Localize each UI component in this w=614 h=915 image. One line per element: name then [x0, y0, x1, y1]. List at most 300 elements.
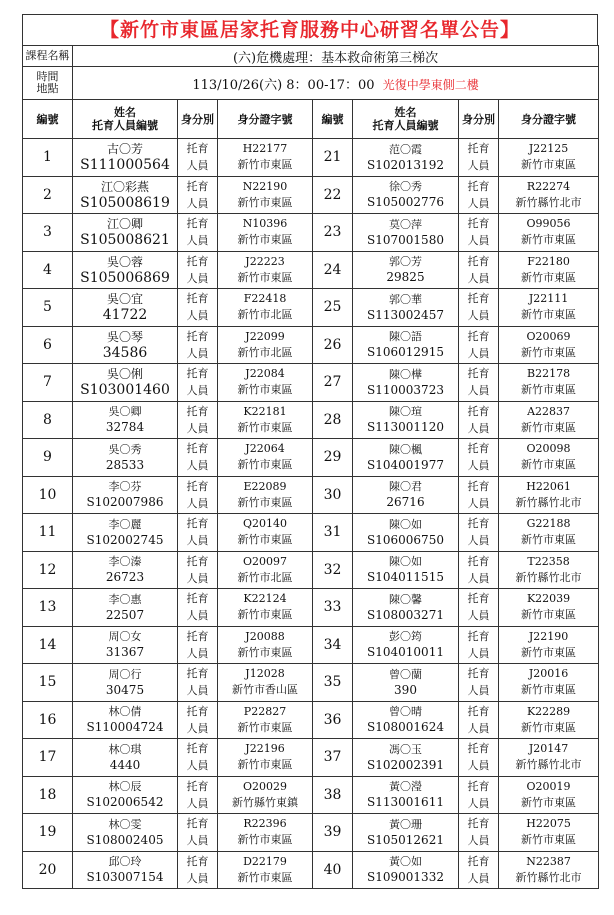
identity-line2: 人員	[186, 571, 209, 585]
idcard-area: 新竹市東區	[237, 270, 293, 284]
idcard-area: 新竹縣竹北市	[515, 195, 582, 209]
idcard-cell	[218, 364, 313, 402]
table-row	[23, 214, 599, 252]
caregiver-id: S104001977	[367, 457, 444, 472]
idcard-number: J20147	[528, 742, 569, 756]
table-row	[23, 664, 599, 702]
identity-cell	[459, 664, 499, 702]
entry-number: 18	[23, 776, 73, 814]
entry-number: 28	[313, 401, 353, 439]
caregiver-name-cell	[353, 214, 459, 252]
identity-cell	[178, 851, 218, 889]
location-value: 光復中學東側二樓	[382, 77, 479, 92]
caregiver-id: S108002405	[86, 832, 164, 847]
identity-line1: 托育	[467, 442, 490, 456]
caregiver-name-cell	[73, 251, 178, 289]
table-row	[23, 814, 599, 852]
idcard-area: 新竹市東區	[237, 870, 293, 884]
caregiver-id: 29825	[386, 270, 425, 285]
caregiver-id: S105006869	[80, 269, 170, 286]
table-row	[23, 176, 599, 214]
caregiver-id: 32784	[105, 420, 145, 435]
idcard-number: J22064	[245, 442, 285, 456]
caregiver-name-cell	[353, 251, 459, 289]
identity-cell	[459, 739, 499, 777]
caregiver-id: S103007154	[86, 870, 164, 885]
place-label: 地點	[36, 82, 59, 95]
caregiver-name-cell	[353, 664, 459, 702]
caregiver-id: 26716	[386, 495, 425, 510]
caregiver-name-cell	[73, 289, 178, 327]
idcard-area: 新竹市東區	[521, 720, 577, 734]
caregiver-name: 馮〇玉	[389, 742, 422, 756]
idcard-number: D22179	[243, 854, 287, 868]
table-row	[23, 439, 599, 477]
identity-line2: 人員	[467, 721, 490, 735]
identity-line1: 托育	[467, 142, 490, 156]
table-row	[23, 401, 599, 439]
identity-cell	[459, 251, 499, 289]
idcard-cell	[499, 551, 599, 589]
idcard-cell	[499, 176, 599, 214]
caregiver-name: 陳〇樺	[389, 367, 422, 381]
identity-cell	[459, 814, 499, 852]
identity-cell	[178, 364, 218, 402]
caregiver-id: S108001624	[367, 720, 444, 735]
entry-number: 39	[313, 814, 353, 852]
identity-line2: 人員	[186, 384, 209, 398]
idcard-area: 新竹市東區	[521, 833, 577, 847]
table-row	[23, 551, 599, 589]
entry-number: 33	[313, 589, 353, 627]
caregiver-name: 林〇倩	[108, 705, 142, 719]
idcard-cell	[499, 814, 599, 852]
identity-line1: 托育	[467, 592, 490, 606]
caregiver-id: S102002391	[367, 757, 444, 772]
idcard-number: A22837	[527, 404, 571, 418]
identity-line1: 托育	[186, 254, 209, 268]
idcard-cell	[499, 589, 599, 627]
identity-line1: 托育	[467, 217, 490, 231]
idcard-number: H22061	[526, 479, 571, 493]
table-row	[23, 139, 599, 177]
idcard-number: J22099	[245, 329, 285, 343]
idcard-area: 新竹市東區	[521, 308, 577, 322]
idcard-number: J22084	[245, 367, 285, 381]
caregiver-id: S102002745	[86, 532, 164, 547]
identity-line2: 人員	[186, 796, 209, 810]
identity-line1: 托育	[467, 704, 490, 718]
idcard-number: O20097	[242, 554, 287, 568]
announcement-sheet	[22, 14, 598, 889]
roster-table	[22, 45, 599, 889]
header-no-right: 編號	[313, 100, 353, 139]
idcard-area: 新竹縣竹北市	[515, 870, 582, 884]
idcard-area: 新竹市東區	[237, 758, 293, 772]
identity-line2: 人員	[186, 196, 209, 210]
entry-number: 11	[23, 514, 73, 552]
idcard-cell	[499, 139, 599, 177]
identity-cell	[459, 589, 499, 627]
idcard-number: O99056	[526, 217, 571, 231]
caregiver-name: 江〇彩燕	[100, 179, 149, 194]
identity-cell	[178, 439, 218, 477]
identity-line2: 人員	[467, 609, 490, 623]
table-row	[23, 364, 599, 402]
identity-cell	[459, 214, 499, 252]
caregiver-name: 郭〇芳	[389, 255, 422, 269]
identity-cell	[178, 214, 218, 252]
table-row	[23, 251, 599, 289]
idcard-area: 新竹縣竹北市	[515, 758, 582, 772]
entry-number: 35	[313, 664, 353, 702]
identity-cell	[178, 401, 218, 439]
caregiver-name: 周〇行	[108, 667, 142, 681]
idcard-number: N22190	[242, 179, 288, 193]
caregiver-name: 黃〇瀅	[389, 780, 422, 794]
entry-number: 22	[313, 176, 353, 214]
idcard-cell	[218, 814, 313, 852]
header-no-left: 編號	[23, 100, 73, 139]
idcard-cell	[218, 551, 313, 589]
entry-number: 38	[313, 776, 353, 814]
caregiver-id: S110004724	[86, 720, 164, 735]
idcard-cell	[218, 251, 313, 289]
idcard-number: O20029	[242, 779, 287, 793]
caregiver-id: S113002457	[367, 307, 444, 322]
caregiver-name-cell	[353, 176, 459, 214]
identity-cell	[459, 364, 499, 402]
identity-line2: 人員	[467, 309, 490, 323]
idcard-number: H22177	[242, 142, 288, 156]
identity-cell	[178, 664, 218, 702]
caregiver-name: 曾〇蘭	[389, 667, 422, 681]
identity-line1: 托育	[186, 517, 209, 531]
caregiver-id: 4440	[109, 757, 141, 772]
identity-cell	[178, 701, 218, 739]
time-place-label	[23, 67, 73, 100]
caregiver-name-cell	[73, 139, 178, 177]
identity-line2: 人員	[467, 159, 490, 173]
identity-cell	[178, 289, 218, 327]
idcard-number: E22089	[243, 479, 287, 493]
caregiver-name: 陳〇如	[389, 517, 422, 531]
course-value: (六)危機處理：基本救命術第三梯次	[73, 46, 599, 67]
entry-number: 30	[313, 476, 353, 514]
idcard-cell	[218, 326, 313, 364]
identity-line1: 托育	[186, 817, 209, 831]
idcard-cell	[499, 851, 599, 889]
identity-line2: 人員	[186, 234, 209, 248]
idcard-number: R22396	[243, 817, 287, 831]
table-row	[23, 776, 599, 814]
caregiver-name-cell	[73, 176, 178, 214]
entry-number: 36	[313, 701, 353, 739]
entry-number: 12	[23, 551, 73, 589]
idcard-number: H22075	[526, 817, 571, 831]
idcard-cell	[218, 176, 313, 214]
idcard-number: T22358	[527, 554, 570, 568]
idcard-cell	[218, 776, 313, 814]
caregiver-name-cell	[353, 364, 459, 402]
caregiver-name-cell	[353, 551, 459, 589]
idcard-cell	[218, 476, 313, 514]
identity-line1: 托育	[467, 779, 490, 793]
identity-line1: 托育	[186, 442, 209, 456]
caregiver-name-cell	[73, 739, 178, 777]
caregiver-name-cell	[353, 701, 459, 739]
idcard-area: 新竹市東區	[237, 458, 293, 472]
caregiver-name: 曾〇晴	[389, 705, 422, 719]
identity-cell	[178, 176, 218, 214]
idcard-area: 新竹市東區	[521, 795, 577, 809]
identity-line2: 人員	[467, 796, 490, 810]
identity-line2: 人員	[186, 271, 209, 285]
identity-line2: 人員	[186, 609, 209, 623]
idcard-area: 新竹市東區	[521, 533, 577, 547]
identity-line2: 人員	[186, 346, 209, 360]
table-row	[23, 476, 599, 514]
identity-line1: 托育	[467, 517, 490, 531]
table-row	[23, 514, 599, 552]
caregiver-name: 吳〇琴	[106, 329, 143, 344]
idcard-cell	[218, 851, 313, 889]
entry-number: 14	[23, 626, 73, 664]
identity-line1: 托育	[467, 667, 490, 681]
caregiver-name: 林〇琪	[108, 742, 142, 756]
identity-line2: 人員	[467, 421, 490, 435]
caregiver-name: 陳〇馨	[389, 592, 422, 606]
entry-number: 19	[23, 814, 73, 852]
idcard-area: 新竹市東區	[237, 645, 293, 659]
caregiver-name-cell	[353, 776, 459, 814]
idcard-number: J12028	[245, 667, 285, 681]
entry-number: 4	[23, 251, 73, 289]
entry-number: 32	[313, 551, 353, 589]
caregiver-name-cell	[73, 814, 178, 852]
identity-line1: 托育	[467, 742, 490, 756]
identity-line2: 人員	[467, 384, 490, 398]
header-name-line2: 托育人員編號	[372, 119, 439, 132]
identity-line2: 人員	[467, 271, 490, 285]
idcard-cell	[218, 739, 313, 777]
idcard-area: 新竹市東區	[237, 233, 293, 247]
identity-cell	[459, 176, 499, 214]
caregiver-name: 陳〇瑄	[389, 405, 422, 419]
idcard-number: J20088	[245, 629, 285, 643]
idcard-area: 新竹縣竹北市	[515, 570, 582, 584]
idcard-number: J22223	[245, 254, 285, 268]
caregiver-name-cell	[353, 851, 459, 889]
idcard-area: 新竹市東區	[237, 533, 293, 547]
idcard-cell	[499, 626, 599, 664]
caregiver-name-cell	[73, 551, 178, 589]
identity-cell	[178, 551, 218, 589]
caregiver-name: 黃〇珊	[389, 817, 422, 831]
identity-line1: 托育	[467, 554, 490, 568]
caregiver-id: S102007986	[86, 495, 164, 510]
caregiver-name-cell	[73, 514, 178, 552]
identity-line1: 托育	[186, 329, 209, 343]
caregiver-id: 34586	[102, 344, 148, 361]
caregiver-name-cell	[353, 439, 459, 477]
identity-line1: 托育	[186, 217, 209, 231]
identity-cell	[178, 776, 218, 814]
idcard-cell	[499, 514, 599, 552]
caregiver-name: 彭〇筠	[389, 630, 422, 644]
caregiver-name-cell	[353, 476, 459, 514]
identity-line2: 人員	[186, 646, 209, 660]
idcard-area: 新竹市東區	[521, 420, 577, 434]
identity-line2: 人員	[186, 534, 209, 548]
caregiver-id: S106006750	[367, 532, 444, 547]
idcard-number: K22039	[526, 592, 571, 606]
idcard-cell	[218, 626, 313, 664]
caregiver-name: 陳〇楓	[389, 442, 422, 456]
caregiver-id: 22507	[105, 607, 145, 622]
identity-line2: 人員	[186, 684, 209, 698]
idcard-area: 新竹縣竹東鎮	[232, 795, 298, 809]
entry-number: 26	[313, 326, 353, 364]
caregiver-name-cell	[73, 364, 178, 402]
entry-number: 24	[313, 251, 353, 289]
entry-number: 6	[23, 326, 73, 364]
identity-line1: 托育	[467, 479, 490, 493]
entry-number: 5	[23, 289, 73, 327]
caregiver-id: S105008619	[80, 194, 170, 211]
idcard-area: 新竹市東區	[237, 833, 293, 847]
idcard-number: B22178	[527, 367, 571, 381]
identity-line1: 托育	[186, 667, 209, 681]
idcard-area: 新竹市東區	[521, 345, 577, 359]
idcard-cell	[499, 664, 599, 702]
caregiver-id: S106012915	[367, 345, 444, 360]
entry-number: 2	[23, 176, 73, 214]
caregiver-name: 江〇卿	[106, 217, 143, 232]
idcard-area: 新竹市東區	[237, 495, 293, 509]
caregiver-name: 李〇麗	[108, 517, 142, 531]
caregiver-name-cell	[353, 626, 459, 664]
idcard-number: K22181	[243, 404, 287, 418]
idcard-area: 新竹市東區	[237, 158, 293, 172]
idcard-number: K22124	[243, 592, 287, 606]
idcard-number: J22125	[528, 142, 569, 156]
identity-cell	[178, 814, 218, 852]
header-name-line2: 托育人員編號	[92, 119, 158, 132]
idcard-area: 新竹市東區	[521, 458, 577, 472]
caregiver-name: 莫〇萍	[389, 217, 422, 231]
caregiver-name: 邱〇玲	[108, 855, 142, 869]
identity-cell	[459, 851, 499, 889]
idcard-cell	[499, 776, 599, 814]
datetime-location	[73, 67, 599, 100]
header-name-right	[353, 100, 459, 139]
idcard-number: F22418	[243, 292, 287, 306]
header-name-left	[73, 100, 178, 139]
caregiver-id: S109001332	[367, 870, 444, 885]
identity-line1: 托育	[186, 404, 209, 418]
caregiver-name: 吳〇蓉	[106, 254, 143, 269]
idcard-cell	[218, 589, 313, 627]
caregiver-name-cell	[353, 514, 459, 552]
caregiver-name-cell	[353, 739, 459, 777]
identity-line2: 人員	[186, 834, 209, 848]
idcard-number: G22188	[526, 517, 571, 531]
idcard-cell	[218, 664, 313, 702]
caregiver-id: S107001580	[367, 232, 444, 247]
entry-number: 21	[313, 139, 353, 177]
idcard-number: J22190	[528, 629, 569, 643]
identity-cell	[459, 439, 499, 477]
idcard-area: 新竹市北區	[237, 570, 293, 584]
caregiver-id: S105008621	[80, 232, 170, 249]
identity-cell	[459, 401, 499, 439]
identity-line1: 托育	[186, 367, 209, 381]
caregiver-name: 林〇雯	[108, 817, 142, 831]
idcard-cell	[499, 364, 599, 402]
caregiver-name: 周〇女	[108, 630, 142, 644]
caregiver-name-cell	[353, 401, 459, 439]
identity-line1: 托育	[467, 629, 490, 643]
caregiver-name-cell	[353, 139, 459, 177]
table-row	[23, 851, 599, 889]
caregiver-name-cell	[73, 776, 178, 814]
header-name-line1: 姓名	[394, 106, 417, 119]
table-row	[23, 326, 599, 364]
idcard-cell	[499, 739, 599, 777]
idcard-cell	[499, 401, 599, 439]
entry-number: 13	[23, 589, 73, 627]
idcard-area: 新竹市東區	[237, 420, 293, 434]
idcard-cell	[499, 251, 599, 289]
identity-line1: 托育	[186, 142, 209, 156]
idcard-number: O20019	[526, 779, 571, 793]
idcard-number: K22289	[526, 704, 571, 718]
header-identity-right: 身分別	[459, 100, 499, 139]
caregiver-id: 30475	[105, 682, 145, 697]
idcard-number: J22196	[245, 742, 285, 756]
identity-line2: 人員	[467, 571, 490, 585]
identity-line1: 托育	[467, 404, 490, 418]
idcard-number: R22274	[526, 179, 571, 193]
caregiver-id: S102006542	[86, 795, 164, 810]
caregiver-name: 黃〇如	[389, 855, 422, 869]
identity-cell	[459, 514, 499, 552]
idcard-area: 新竹市東區	[521, 608, 577, 622]
identity-line1: 托育	[467, 254, 490, 268]
identity-cell	[178, 589, 218, 627]
caregiver-name-cell	[73, 589, 178, 627]
entry-number: 8	[23, 401, 73, 439]
identity-line1: 托育	[467, 817, 490, 831]
idcard-cell	[218, 514, 313, 552]
identity-cell	[459, 289, 499, 327]
identity-line2: 人員	[186, 421, 209, 435]
identity-line1: 托育	[467, 179, 490, 193]
caregiver-id: 26723	[105, 570, 145, 585]
idcard-area: 新竹市東區	[521, 645, 577, 659]
header-idcard-right: 身分證字號	[499, 100, 599, 139]
caregiver-name: 徐〇秀	[389, 180, 422, 194]
entry-number: 1	[23, 139, 73, 177]
entry-number: 15	[23, 664, 73, 702]
identity-line2: 人員	[186, 309, 209, 323]
idcard-cell	[499, 289, 599, 327]
identity-cell	[178, 139, 218, 177]
caregiver-name-cell	[353, 326, 459, 364]
caregiver-name: 郭〇華	[389, 292, 422, 306]
caregiver-name: 李〇惠	[108, 592, 142, 606]
